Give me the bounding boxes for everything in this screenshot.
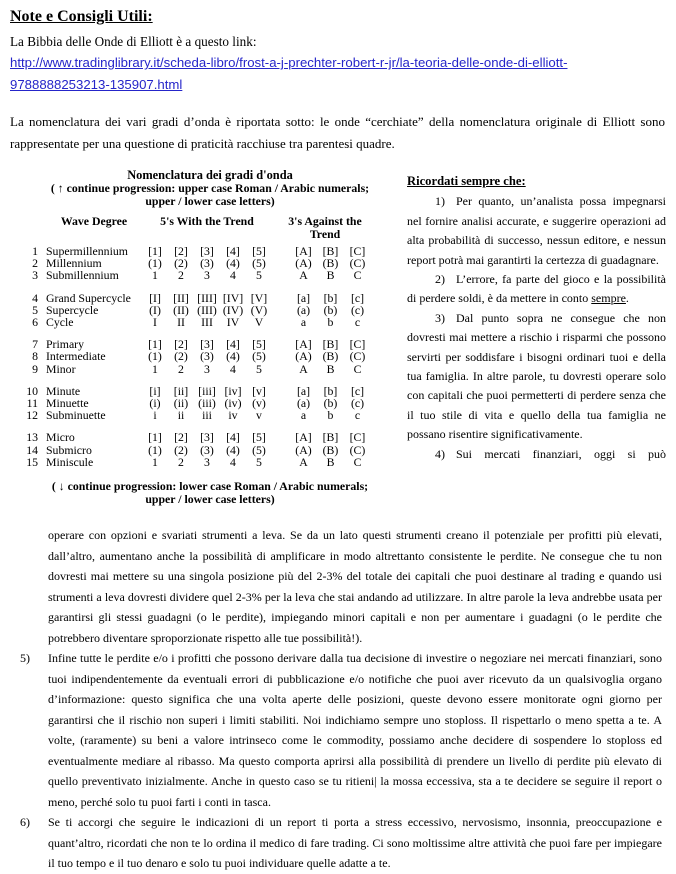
wave-cell: [b] — [323, 383, 338, 398]
wave-cell: (C) — [349, 349, 366, 364]
wave-degree-name: Submillennium — [46, 268, 119, 283]
wave-cell: 3 — [204, 454, 210, 469]
wave-cell: (v) — [252, 396, 266, 411]
row-number: 7 — [32, 337, 38, 352]
wave-cell: C — [353, 361, 362, 376]
wave-degree-name: Miniscule — [46, 454, 94, 469]
item-text: Per quanto, un’analista possa impegnarsi nel fornire analisi accurate, e suggerire operazioni ad alta probabilità di successo, nessun editore, e nessun report potrà mai garantirti la certezza di guadagnare. — [407, 194, 666, 267]
row-number: 6 — [32, 315, 38, 330]
wave-cell: 3 — [204, 361, 210, 376]
wave-cell: (C) — [349, 442, 366, 457]
item-text-end: . — [625, 291, 629, 306]
wave-cell: (A) — [295, 349, 312, 364]
wave-cell: (1) — [148, 256, 162, 271]
wave-cell: [C] — [349, 244, 366, 258]
reminder-item-2 — [407, 270, 666, 309]
wave-cell: A — [299, 454, 308, 469]
wave-cell: 2 — [178, 268, 184, 283]
with-trend-cells — [142, 292, 272, 304]
wave-cell: [4] — [226, 337, 240, 352]
wave-cell: [1] — [148, 244, 162, 258]
wave-cell: [c] — [350, 383, 365, 398]
wave-cell: (1) — [148, 349, 162, 364]
wave-cell: [A] — [295, 244, 312, 258]
wave-cell: 1 — [152, 361, 158, 376]
wave-cell: [B] — [322, 430, 339, 445]
wave-cell: [5] — [252, 337, 266, 352]
wave-cell: (A) — [295, 256, 312, 271]
wave-cell: (IV) — [222, 302, 244, 317]
reminder-item-6 — [20, 812, 662, 874]
wave-cell: (1) — [148, 442, 162, 457]
wave-cell: c — [354, 315, 361, 330]
wave-table-row — [24, 269, 396, 281]
wave-degree-name: Primary — [46, 337, 85, 352]
row-number: 11 — [26, 396, 38, 411]
wave-degree-name: Micro — [46, 430, 75, 445]
wave-cell: (2) — [174, 442, 188, 457]
wave-cell: [a] — [296, 383, 311, 398]
wave-table-row — [24, 444, 396, 456]
wave-cell: [III] — [197, 290, 217, 305]
wave-cell: (3) — [200, 349, 214, 364]
wave-cell: (ii) — [173, 396, 189, 411]
wave-degree-name: Minute — [46, 383, 81, 398]
wave-cell: c — [354, 408, 361, 423]
wave-cell: i — [153, 408, 157, 423]
wave-cell: (iii) — [198, 396, 216, 411]
wave-cell: b — [327, 315, 334, 330]
with-trend-cells — [142, 363, 272, 375]
underlined-word: sempre — [591, 291, 626, 306]
wave-cell: b — [327, 408, 334, 423]
wave-cell: [2] — [174, 337, 188, 352]
wave-cell: [5] — [252, 430, 266, 445]
wave-degree-name: Millennium — [46, 256, 102, 271]
wave-cell: (a) — [296, 302, 311, 317]
wave-cell: (2) — [174, 349, 188, 364]
wave-table-title: Nomenclatura dei gradi d'onda — [127, 168, 293, 182]
wave-degree-name: Cycle — [46, 315, 74, 330]
wave-cell: (4) — [226, 256, 240, 271]
link-line-2: 9788888253213-135907.html — [10, 77, 183, 92]
wave-degree-name: Grand Supercycle — [46, 290, 131, 305]
row-number: 12 — [26, 408, 38, 423]
wave-cell: B — [326, 454, 335, 469]
item-number: 1) — [435, 194, 445, 209]
row-number: 14 — [26, 442, 38, 457]
col-header-against-trend: 3's Against the Trend — [288, 214, 362, 241]
against-trend-cells — [290, 316, 371, 328]
wave-cell: 4 — [230, 268, 236, 283]
wave-cell: [ii] — [173, 383, 189, 398]
wave-cell: [2] — [174, 244, 188, 258]
wave-degree-table — [24, 168, 396, 506]
with-trend-cells — [142, 409, 272, 421]
row-number: 10 — [26, 383, 38, 398]
wave-cell: I — [153, 315, 157, 330]
wave-cell: v — [256, 408, 262, 423]
note-bottom-line1: ( ↓ continue progression: lower case Roman / Arabic numerals; — [51, 479, 369, 494]
wave-cell: (III) — [197, 302, 217, 317]
wave-cell: (B) — [322, 442, 339, 457]
reminder-item-1 — [407, 192, 666, 270]
wave-cell: iv — [228, 408, 238, 423]
item-text: Sui mercati finanziari, oggi si può — [456, 446, 666, 461]
item-text: Dal punto sopra ne consegue che non dovresti mai mettere a rischio i risparmi che possono servirti per soddisfare i bisogni ordinari tuoi e della tua famiglia. In altre parole, tu dovresti operare solo con capitali che puoi permetterti di perdere senza che il tuo stile di vita e quello della tua famiglia ne possano risentire significativamente. — [407, 310, 666, 442]
wave-cell: B — [326, 361, 335, 376]
row-number: 3 — [32, 268, 38, 283]
wave-cell: (B) — [322, 349, 339, 364]
row-number: 2 — [32, 256, 38, 271]
wave-degree-name: Subminuette — [46, 408, 106, 423]
wave-cell: (iv) — [224, 396, 242, 411]
wave-degree-name: Minor — [46, 361, 76, 376]
wave-table-row — [24, 363, 396, 375]
wave-cell: 3 — [204, 268, 210, 283]
row-number: 15 — [26, 454, 38, 469]
wave-cell: [V] — [250, 290, 268, 305]
wave-table-note-top — [24, 182, 396, 208]
wave-cell: [b] — [323, 290, 338, 305]
wave-cell: [B] — [322, 244, 339, 258]
against-trend-cells — [290, 350, 371, 362]
wave-cell: [1] — [148, 430, 162, 445]
wave-cell: 1 — [152, 454, 158, 469]
wave-cell: (5) — [252, 442, 266, 457]
wave-cell: [B] — [322, 337, 339, 352]
wave-cell: (4) — [226, 349, 240, 364]
wave-cell: [4] — [226, 244, 240, 258]
row-number: 5 — [32, 302, 38, 317]
wave-cell: [II] — [173, 290, 189, 305]
wave-cell: ii — [177, 408, 185, 423]
wave-cell: (a) — [296, 396, 311, 411]
wave-cell: a — [300, 408, 307, 423]
wave-table-rows — [24, 245, 396, 468]
item-number: 6) — [20, 815, 30, 829]
against-trend-cells — [290, 292, 371, 304]
wave-cell: (A) — [295, 442, 312, 457]
page-title: Note e Consigli Utili: — [10, 8, 153, 25]
col-header-with-trend: 5's With the Trend — [160, 214, 254, 228]
col-header-wave-degree: Wave Degree — [60, 214, 128, 228]
against-trend-cells — [290, 456, 371, 468]
wave-cell: (5) — [252, 349, 266, 364]
wave-cell: 5 — [256, 454, 262, 469]
with-trend-cells — [142, 444, 272, 456]
wave-cell: (2) — [174, 256, 188, 271]
wave-cell: (B) — [322, 256, 339, 271]
wave-cell: [c] — [350, 290, 365, 305]
nomenclature-paragraph: La nomenclatura dei vari gradi d’onda è riportata sotto: le onde “cerchiate” della nomenclatura originale di Elliott sono rappresentate per una questione di praticità racchiuse tra parentesi quadre. — [10, 114, 665, 151]
item-number: 3) — [435, 310, 445, 325]
wave-cell: [2] — [174, 430, 188, 445]
wave-cell: 4 — [230, 361, 236, 376]
wave-cell: (c) — [350, 302, 365, 317]
item-number: 5) — [20, 651, 30, 665]
wave-cell: a — [300, 315, 307, 330]
wave-cell: [C] — [349, 430, 366, 445]
wave-cell: III — [201, 315, 213, 330]
link-line-1: http://www.tradinglibrary.it/scheda-libro/frost-a-j-prechter-robert-r-jr/la-teoria-delle-onde-di-elliott- — [10, 55, 568, 70]
wave-table-header — [24, 215, 396, 241]
row-number: 8 — [32, 349, 38, 364]
wave-cell: 2 — [178, 454, 184, 469]
wave-cell: [v] — [252, 383, 266, 398]
note-bottom-line2: upper / lower case letters) — [145, 492, 275, 507]
wave-table-row — [24, 456, 396, 468]
wave-cell: 1 — [152, 268, 158, 283]
elliott-book-link[interactable] — [10, 52, 665, 96]
intro-line: La Bibbia delle Onde di Elliott è a questo link: — [10, 34, 257, 49]
reminder-item-5 — [20, 648, 662, 812]
row-number: 4 — [32, 290, 38, 305]
item-number: 2) — [435, 272, 445, 287]
item-number: 4) — [435, 446, 445, 461]
wave-cell: [4] — [226, 430, 240, 445]
full-width-items — [20, 525, 662, 874]
wave-cell: (4) — [226, 442, 240, 457]
wave-cell: V — [254, 315, 264, 330]
wave-cell: IV — [226, 315, 240, 330]
wave-cell: [A] — [295, 337, 312, 352]
item-text: Infine tutte le perdite e/o i profitti che possono derivare dalla tua decisione di investire o negoziare nei mercati finanziari, sono tuoi indipendentemente da eventuali errori di pubblicazione e/o notifiche che puoi aver ricevuto da un qualsivoglia organo d’informazione: questo significa che una volta aperte delle posizioni, queste devono essere monitorate ogni giorno per garantirsi che il rischio non superi i limiti stabiliti. Noi indichiamo sempre uno stoploss. Il rispettarlo o meno spetta a te. A volte, (raramente) su beni a valore intrinseco come le commodity, possiamo anche decidere di sospendere lo stoploss ed eventualmente mediare al ribasso. Ma questo comporta aprirsi alla possibilità di prendere un livello di perdite più elevato di quello preventivato inizialmente. Anche in questo caso se tu ritieni| la mossa eccessiva, sta a te decidere se seguire il report o meno, perché solo tu puoi farti i conti in tasca. — [48, 651, 662, 809]
wave-cell: [A] — [295, 430, 312, 445]
wave-table-row — [24, 292, 396, 304]
wave-cell: (i) — [149, 396, 161, 411]
wave-table-row — [24, 316, 396, 328]
wave-table-row — [24, 350, 396, 362]
wave-cell: [IV] — [222, 290, 244, 305]
two-column-section — [10, 168, 665, 520]
against-trend-cells — [290, 269, 371, 281]
wave-table-row — [24, 431, 396, 443]
reminder-item-3 — [407, 309, 666, 445]
wave-cell: [3] — [200, 337, 214, 352]
wave-cell: [i] — [149, 383, 161, 398]
wave-cell: (3) — [200, 256, 214, 271]
wave-cell: (V) — [250, 302, 268, 317]
wave-cell: II — [177, 315, 185, 330]
note-top-line1: ( ↑ continue progression: upper case Roman / Arabic numerals; — [50, 181, 370, 195]
wave-cell: iii — [202, 408, 212, 423]
with-trend-cells — [142, 350, 272, 362]
wave-cell: (II) — [173, 302, 189, 317]
row-number: 9 — [32, 361, 38, 376]
wave-cell: B — [326, 268, 335, 283]
wave-cell: (b) — [323, 396, 338, 411]
wave-cell: (C) — [349, 256, 366, 271]
with-trend-cells — [142, 269, 272, 281]
wave-cell: [iv] — [224, 383, 242, 398]
against-trend-cells — [290, 431, 371, 443]
wave-cell: 2 — [178, 361, 184, 376]
wave-cell: [a] — [296, 290, 311, 305]
wave-cell: C — [353, 268, 362, 283]
wave-table-row — [24, 409, 396, 421]
with-trend-cells — [142, 456, 272, 468]
wave-cell: (5) — [252, 256, 266, 271]
with-trend-cells — [142, 431, 272, 443]
wave-cell: (I) — [149, 302, 161, 317]
item-text: Se ti accorgi che seguire le indicazioni di un report ti porta a stress eccessivo, nervosismo, insonnia, preoccupazione e quant’altro, ricordati che non te lo ordina il medico di fare trading. Ci sono moltissime altre attività che puoi fare per impiegare il tuo tempo e il tuo denaro e solo tu puoi individuare quelle adatte a te. — [48, 815, 662, 870]
reminder-item-4 — [407, 445, 666, 464]
wave-cell: C — [353, 454, 362, 469]
reminders-column — [407, 172, 666, 464]
wave-cell: (b) — [323, 302, 338, 317]
wave-cell: 5 — [256, 361, 262, 376]
reminder-item-4-continuation: operare con opzioni e svariati strumenti a leva. Se da un lato questi strumenti creano il potenziale per profitti più elevati, dall’altro, aumentano anche la possibilità di amplificare in modo altrettanto consistente le perdite. Ne consegue che tu non dovresti mai mettere su una singola posizione più del 2-3% del totale dei capitali che puoi destinare al trading e quando usi strumenti a leva dovresti dividere quel 2-3% per la leva che stai andando ad utilizzare. In altre parole la leva andrebbe usata per garantirsi gli stessi guadagni (o le perdite), impiegando minori capitali e non per aumentare i guadagni (o le perdite che potrebbero diventare sproporzionate rispetto alle tue possibilità!). — [48, 528, 662, 645]
wave-degree-name: Submicro — [46, 442, 92, 457]
item-text: L’errore, fa parte del gioco e la possibilità di perdere soldi, è da mettere in conto — [407, 272, 666, 306]
note-top-line2: upper / lower case letters) — [145, 194, 275, 208]
wave-table-note-bottom — [24, 480, 396, 506]
wave-cell: [1] — [148, 337, 162, 352]
wave-cell: 4 — [230, 454, 236, 469]
wave-cell: [iii] — [198, 383, 216, 398]
wave-cell: [3] — [200, 244, 214, 258]
wave-degree-name: Minuette — [46, 396, 89, 411]
wave-cell: A — [299, 268, 308, 283]
reminders-heading: Ricordati sempre che: — [407, 174, 526, 188]
wave-cell: [3] — [200, 430, 214, 445]
wave-cell: [I] — [149, 290, 161, 305]
wave-degree-name: Supermillennium — [46, 244, 128, 258]
wave-cell: (3) — [200, 442, 214, 457]
against-trend-cells — [290, 363, 371, 375]
row-number: 13 — [26, 430, 38, 445]
against-trend-cells — [290, 444, 371, 456]
wave-cell: 5 — [256, 268, 262, 283]
wave-cell: A — [299, 361, 308, 376]
with-trend-cells — [142, 316, 272, 328]
wave-cell: (c) — [350, 396, 365, 411]
against-trend-cells — [290, 409, 371, 421]
header-spacer — [24, 215, 46, 241]
row-number: 1 — [32, 244, 38, 258]
wave-degree-name: Intermediate — [46, 349, 106, 364]
wave-cell: [C] — [349, 337, 366, 352]
wave-cell: [5] — [252, 244, 266, 258]
wave-degree-name: Supercycle — [46, 302, 99, 317]
